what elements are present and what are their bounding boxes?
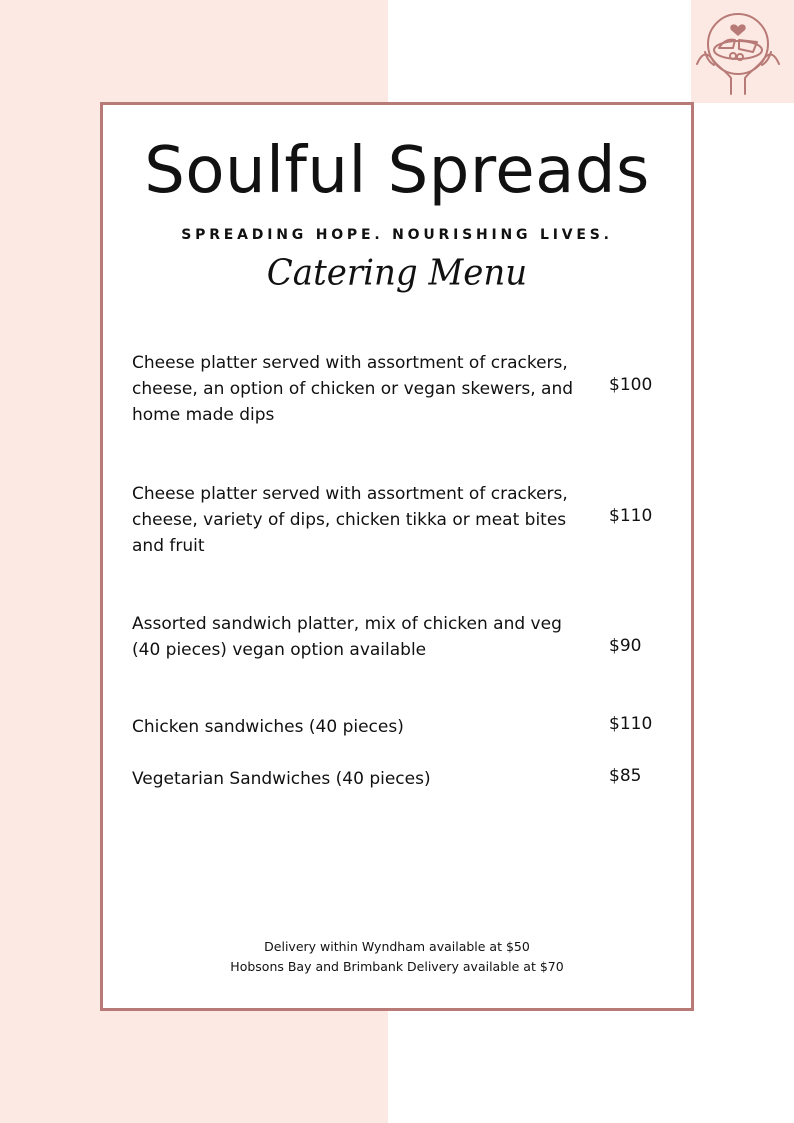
menu-item-price: $85 [609,766,642,786]
menu-item-description: Assorted sandwich platter, mix of chicken and veg (40 pieces) vegan option available [132,614,562,660]
menu-card [100,102,694,1011]
menu-item-price: $110 [609,506,653,526]
logo [691,0,794,103]
menu-item-description: Cheese platter served with assortment of crackers, cheese, an option of chicken or vegan skewers, and home made dips [132,353,574,425]
menu-item-price: $110 [609,714,653,734]
menu-subtitle: Catering Menu [266,252,528,294]
menu-item-description: Cheese platter served with assortment of crackers, cheese, variety of dips, chicken tikka or meat bites and fruit [132,484,568,556]
menu-item-description: Chicken sandwiches (40 pieces) [132,717,404,737]
delivery-info [103,937,691,977]
page-title: Soulful Spreads [144,134,650,208]
menu-item-price: $100 [609,375,653,395]
tagline: SPREADING HOPE. NOURISHING LIVES. [181,227,613,243]
delivery-line-1: Delivery within Wyndham available at $50 [264,939,530,954]
menu-item-price: $90 [609,636,642,656]
menu-item-description: Vegetarian Sandwiches (40 pieces) [132,769,431,789]
delivery-line-2: Hobsons Bay and Brimbank Delivery available at $70 [230,959,564,974]
hands-holding-platter-heart-icon [695,6,789,100]
